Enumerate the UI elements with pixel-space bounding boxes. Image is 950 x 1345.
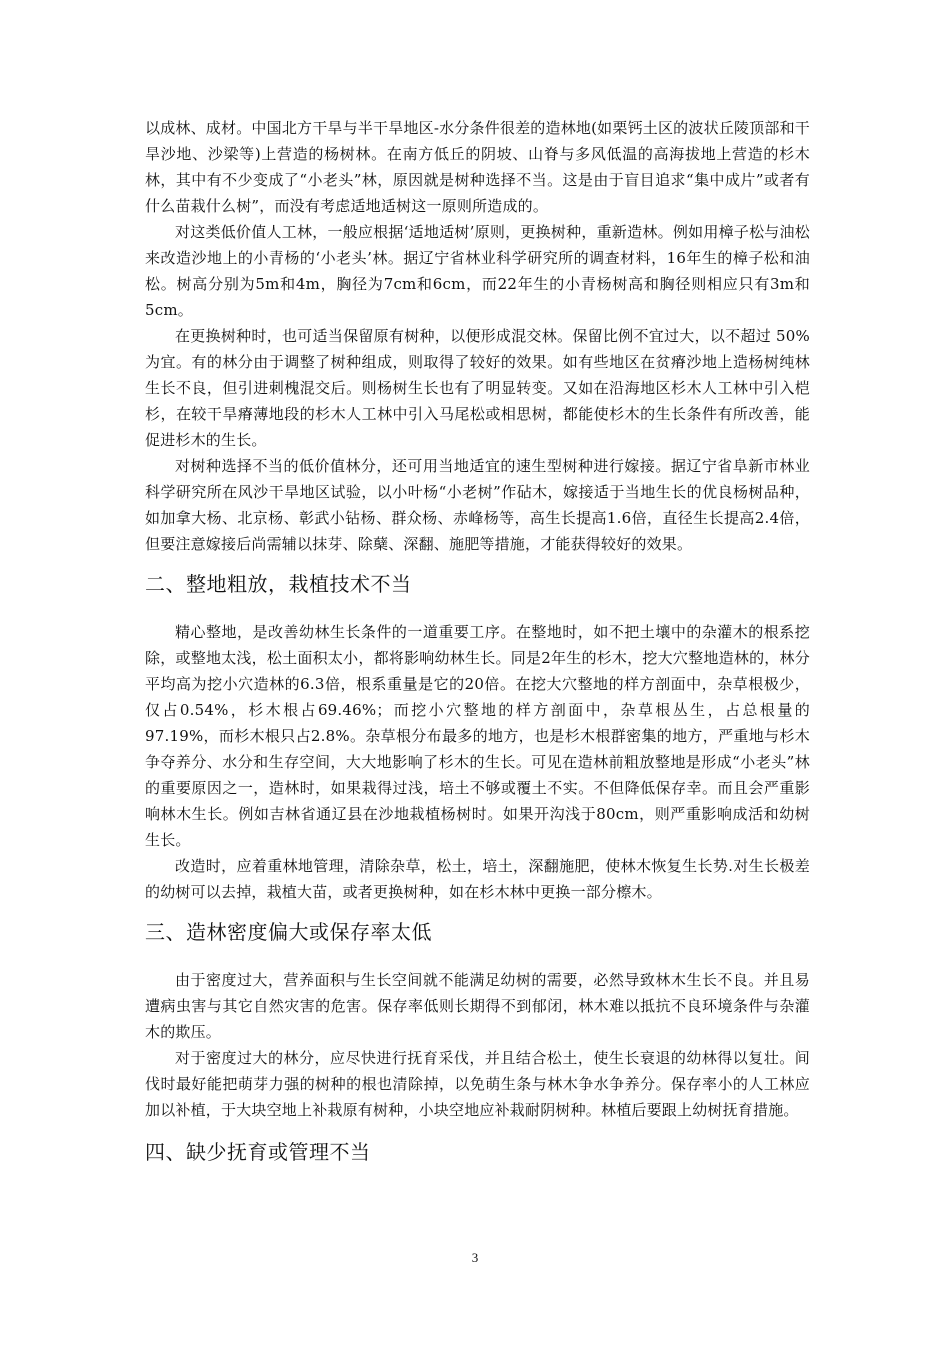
intro-paragraph-1: 以成林、成材。中国北方干旱与半干旱地区-水分条件很差的造林地(如栗钙土区的波状丘陵顶部和干旱沙地、沙梁等)上营造的杨树林。在南方低丘的阴坡、山脊与多风低温的高海拔地上营造的杉木林，其中有不少变成了“小老头”林，原因就是树种选择不当。这是由于盲目追求“集中成片”或者有什么苗栽什么树”，而没有考虑适地适树这一原则所造成的。 [145,119,810,215]
section-heading-4: 四、缺少抚育或管理不当 [145,1140,371,1164]
section-heading-3: 三、造林密度偏大或保存率太低 [145,920,432,944]
intro-paragraph-3: 在更换树种时，也可适当保留原有树种，以便形成混交林。保留比例不宜过大，以不超过 50%为宜。有的林分由于调整了树种组成，则取得了较好的效果。如有些地区在贫瘠沙地上造杨树纯林生长不良，但引进刺槐混交后。则杨树生长也有了明显转变。又如在沿海地区杉木人工林中引入桤杉，在较干旱瘠薄地段的杉木人工林中引入马尾松或相思树，都能使杉木的生长条件有所改善，能促进杉木的生长。 [145,327,810,449]
section2-paragraph-1: 精心整地，是改善幼林生长条件的一道重要工序。在整地时，如不把土壤中的杂灌木的根系挖除，或整地太浅，松土面积太小，都将影响幼林生长。同是2年生的杉木，挖大穴整地造林的，林分平均高为挖小穴造林的6.3倍，根系重量是它的20倍。在挖大穴整地的样方剖面中，杂草根极少，仅占0.54%，杉木根占69.46%；而挖小穴整地的样方剖面中，杂草根丛生，占总根量的97.19%，而杉木根只占2.8%。杂草根分布最多的地方，也是杉木根群密集的地方，严重地与杉木争夺养分、水分和生存空间，大大地影响了杉木的生长。可见在造林前粗放整地是形成“小老头”林的重要原因之一，造林时，如果栽得过浅，培土不够或覆土不实。不但降低保存幸。而且会严重影响林木生长。例如吉林省通辽县在沙地栽植杨树时。如果开沟浅于80cm，则严重影响成活和幼树生长。 [145,623,810,849]
section2-paragraph-2: 改造时，应着重林地管理，清除杂草，松土，培土，深翻施肥，使林木恢复生长势.对生长极差的幼树可以去掉，栽植大苗，或者更换树种，如在杉木林中更换一部分檫木。 [145,857,810,901]
intro-paragraph-4: 对树种选择不当的低价值林分，还可用当地适宜的速生型树种进行嫁接。据辽宁省阜新市林业科学研究所在风沙干旱地区试验，以小叶杨“小老树”作砧木，嫁接适于当地生长的优良杨树品种，如加拿大杨、北京杨、彰武小钻杨、群众杨、赤峰杨等，高生长提高1.6倍，直径生长提高2.4倍，但要注意嫁接后尚需辅以抹芽、除蘖、深翻、施肥等措施，才能获得较好的效果。 [145,457,810,553]
section3-paragraph-1: 由于密度过大，营养面积与生长空间就不能满足幼树的需要，必然导致林木生长不良。并且易遭病虫害与其它自然灾害的危害。保存率低则长期得不到郁闭，林木难以抵抗不良环境条件与杂灌木的欺压。 [145,971,810,1041]
section3-paragraph-2: 对于密度过大的林分，应尽快进行抚育采伐，并且结合松土，使生长衰退的幼林得以复壮。间伐时最好能把萌芽力强的树种的根也清除掉，以免萌生条与林木争水争养分。保存率小的人工林应加以补植，于大块空地上补栽原有树种，小块空地应补栽耐阴树种。林植后要跟上幼树抚育措施。 [145,1049,810,1119]
intro-paragraph-2: 对这类低价值人工林，一般应根据‘适地适树’原则，更换树种，重新造林。例如用樟子松与油松来改造沙地上的小青杨的‘小老头’林。据辽宁省林业科学研究所的调查材料，16年生的樟子松和油松。树高分别为5m和4m，胸径为7cm和6cm，而22年生的小青杨树高和胸径则相应只有3m和5cm。 [145,223,810,319]
page-number: 3 [471,1250,479,1265]
section-heading-2: 二、整地粗放，栽植技术不当 [145,572,412,596]
document-body [145,115,810,1167]
